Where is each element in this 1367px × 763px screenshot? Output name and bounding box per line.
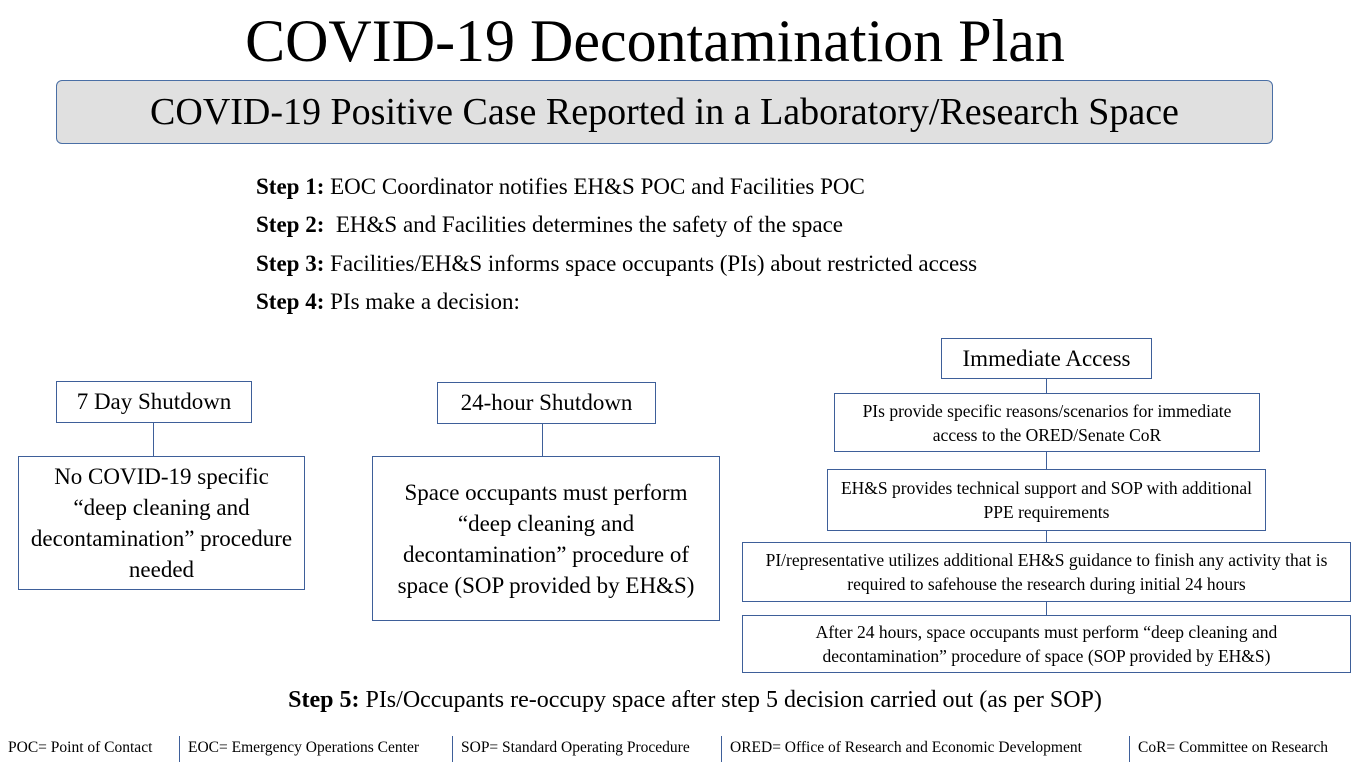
step-2-label: Step 2: [256, 212, 325, 237]
legend-separator [1129, 736, 1130, 762]
legend-sop: SOP= Standard Operating Procedure [461, 739, 690, 756]
legend-cor: CoR= Committee on Research [1138, 739, 1328, 756]
connector-24hour [542, 424, 543, 456]
immediate-access-step-2: EH&S provides technical support and SOP with additional PPE requirements [827, 469, 1266, 531]
immediate-access-step-4: After 24 hours, space occupants must perform “deep cleaning and decontamination” procedure of space (SOP provided by EH&S) [742, 615, 1351, 673]
abbreviation-legend [0, 733, 1367, 763]
legend-separator [179, 736, 180, 762]
immediate-access-step-3: PI/representative utilizes additional EH&S guidance to finish any activity that is required to safehouse the research during initial 24 hours [742, 542, 1351, 602]
step-2 [256, 211, 843, 239]
twenty-four-hour-shutdown-header: 24-hour Shutdown [437, 382, 656, 424]
twenty-four-hour-shutdown-detail: Space occupants must perform “deep cleaning and decontamination” procedure of space (SOP provided by EH&S) [372, 456, 720, 621]
step-1-label: Step 1: [256, 174, 325, 199]
step-5-label: Step 5: [288, 687, 360, 713]
step-3-text: Facilities/EH&S informs space occupants (PIs) about restricted access [324, 251, 978, 276]
legend-separator [721, 736, 722, 762]
step-1 [256, 173, 865, 201]
step-3 [256, 250, 977, 278]
legend-ored: ORED= Office of Research and Economic Development [730, 739, 1082, 756]
step-4-label: Step 4: [256, 289, 325, 314]
case-banner: COVID-19 Positive Case Reported in a Laboratory/Research Space [56, 80, 1273, 144]
legend-separator [452, 736, 453, 762]
step-4 [256, 288, 520, 316]
immediate-access-step-1: PIs provide specific reasons/scenarios for immediate access to the ORED/Senate CoR [834, 393, 1260, 452]
step-4-text: PIs make a decision: [324, 289, 520, 314]
step-5 [0, 685, 1367, 715]
page-title: COVID-19 Decontamination Plan [245, 8, 1065, 74]
seven-day-shutdown-detail: No COVID-19 specific “deep cleaning and decontamination” procedure needed [18, 456, 305, 590]
legend-eoc: EOC= Emergency Operations Center [188, 739, 419, 756]
connector-7day [153, 423, 154, 456]
step-5-text: PIs/Occupants re-occupy space after step 5 decision carried out (as per SOP) [359, 687, 1102, 713]
step-2-text: EH&S and Facilities determines the safety of the space [324, 212, 843, 237]
legend-poc: POC= Point of Contact [8, 739, 153, 756]
immediate-access-header: Immediate Access [941, 338, 1152, 379]
step-3-label: Step 3: [256, 251, 325, 276]
seven-day-shutdown-header: 7 Day Shutdown [56, 381, 252, 423]
step-1-text: EOC Coordinator notifies EH&S POC and Facilities POC [324, 174, 865, 199]
